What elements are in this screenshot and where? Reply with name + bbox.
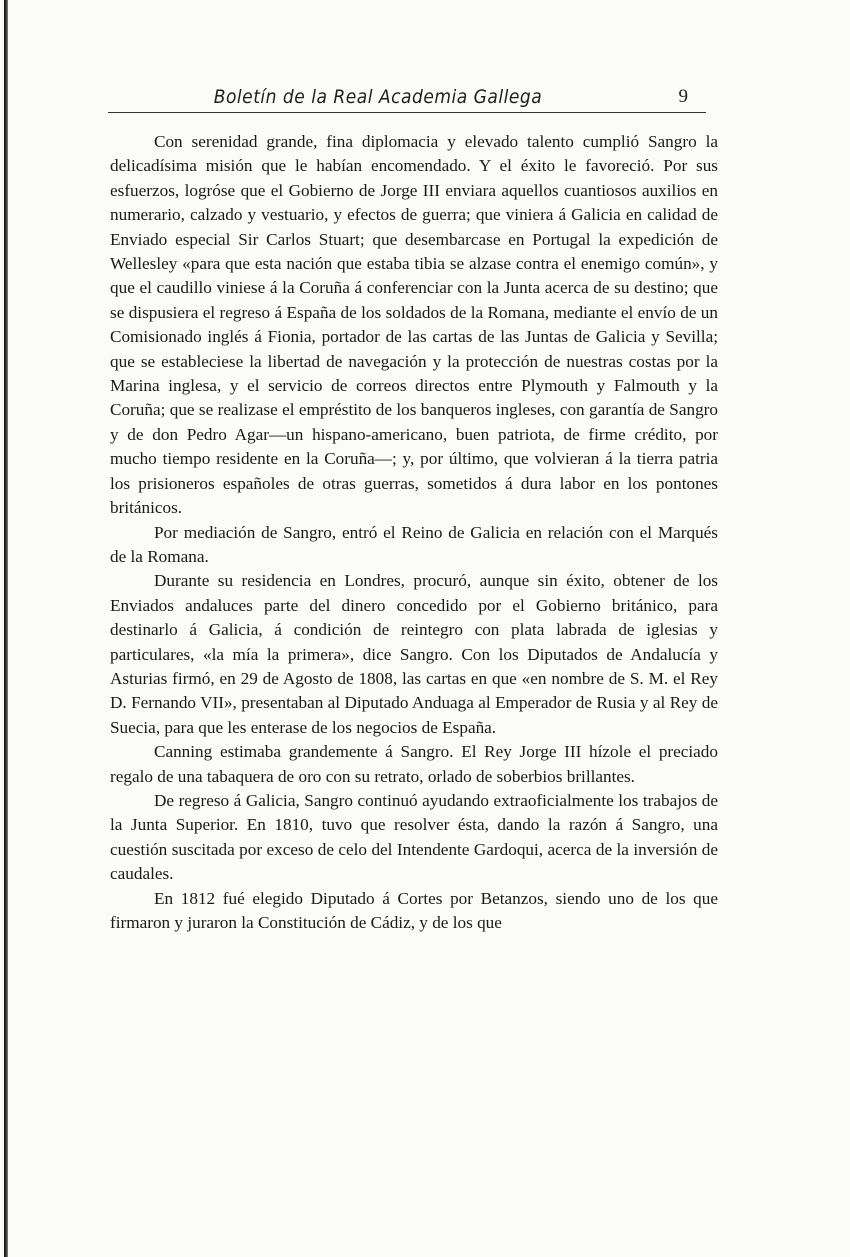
header-rule — [108, 112, 706, 113]
paragraph: De regreso á Galicia, Sangro continuó ayudando extraoficialmente los trabajos de la Junta Superior. En 1810, tuvo que resolver ésta, dando la razón á Sangro, una cuestión suscitada por exceso de celo del Intendente Gardoqui, acerca de la inversión de caudales. — [110, 790, 718, 884]
page-number: 9 — [678, 86, 688, 107]
paragraph: Con serenidad grande, fina diplomacia y elevado talento cumplió Sangro la delicadísima misión que le habían encomendado. Y el éxito le favoreció. Por sus esfuerzos, logróse que el Gobierno de Jorge III enviara aquellos cuantiosos auxilios en numerario, calzado y vestuario, y efectos de guerra; que viniera á Galicia en calidad de Enviado especial Sir Carlos Stuart; que desembarcase en Portugal la expedición de Wellesley «para que esta nación que estaba tibia se alzase contra el enemigo común», y que el caudillo viniese á la Coruña á conferenciar con la Junta acerca de su destino; que se dispusiera el regreso á España de los soldados de la Romana, mediante el envío de un Comisionado inglés á Fionia, portador de las cartas de las Juntas de Galicia y Sevilla; que se estableciese la libertad de navegación y la protección de nuestras costas por la Marina inglesa, y el servicio de correos directos entre Plymouth y Falmouth y la Coruña; que se realizase el empréstito de los banqueros ingleses, con garantía de Sangro y de don Pedro Agar—un hispano-americano, buen patriota, de firme crédito, por mucho tiempo residente en la Coruña—; y, por último, que volvieran á la tierra patria los prisioneros españoles de otras guerras, sometidos á dura labor en los pontones británicos. — [110, 132, 718, 518]
paragraph: Por mediación de Sangro, entró el Reino de Galicia en relación con el Marqués de la Romana. — [110, 522, 718, 566]
paragraph: Durante su residencia en Londres, procuró, aunque sin éxito, obtener de los Enviados andaluces parte del dinero concedido por el Gobierno británico, para destinarlo á Galicia, á condición de reintegro con plata labrada de iglesias y particulares, «la mía la primera», dice Sangro. Con los Diputados de Andalucía y Asturias firmó, en 29 de Agosto de 1808, las cartas en que «en nombre de S. M. el Rey D. Fernando VII», presentaban al Diputado Anduaga al Emperador de Rusia y al Rey de Suecia, para que les enterase de los negocios de España. — [110, 571, 718, 737]
page-header — [118, 84, 708, 114]
body-text — [110, 130, 718, 935]
running-title: Boletín de la Real Academia Gallega — [213, 86, 543, 108]
paragraph: Canning estimaba grandemente á Sangro. El Rey Jorge III hízole el preciado regalo de una tabaquera de oro con su retrato, orlado de soberbios brillantes. — [110, 742, 718, 786]
page-binding-edge — [4, 0, 8, 1257]
paragraph: En 1812 fué elegido Diputado á Cortes por Betanzos, siendo uno de los que firmaron y juraron la Constitución de Cádiz, y de los que — [110, 888, 718, 932]
